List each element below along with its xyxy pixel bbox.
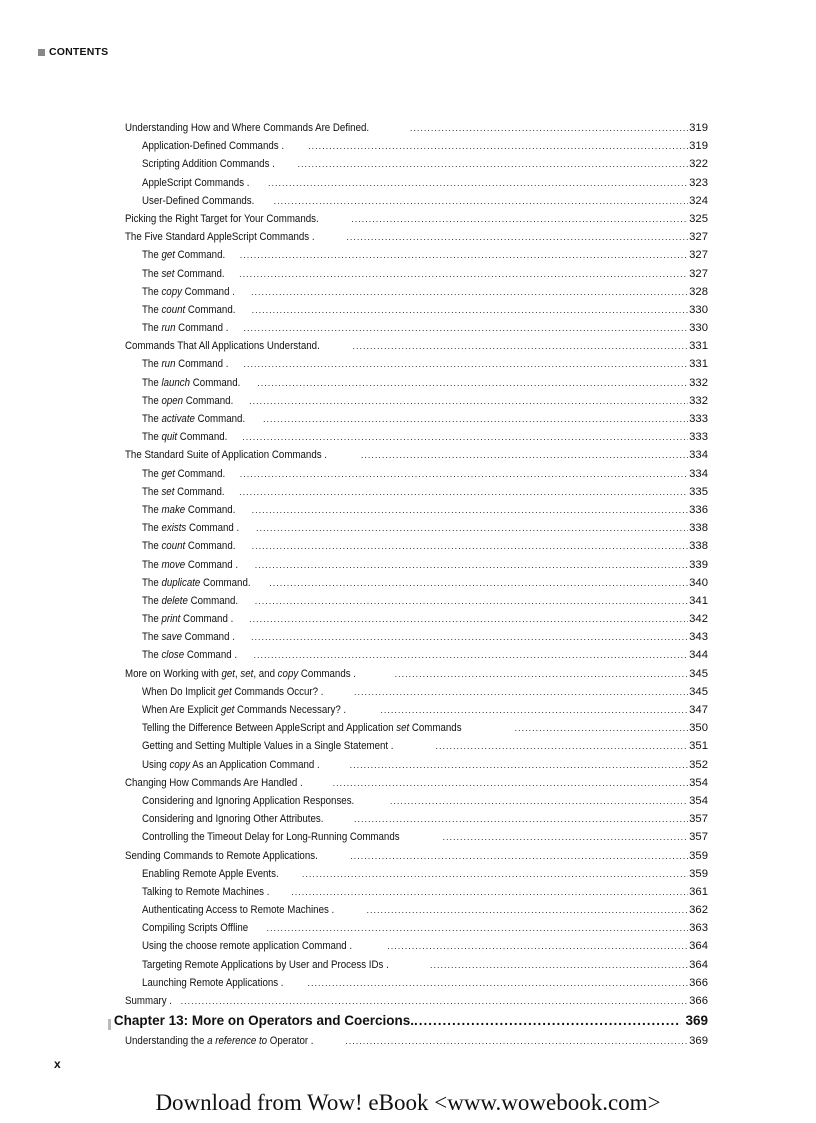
toc-entry-title: The copy Command . [142, 285, 235, 298]
toc-entry[interactable] [125, 977, 708, 995]
toc-entry-page: 333 [689, 413, 708, 425]
toc-entry[interactable] [125, 213, 708, 231]
leader-dots [266, 922, 688, 934]
header-label: CONTENTS [49, 46, 109, 58]
toc-entry-title: The open Command. [142, 394, 234, 407]
toc-entry-page: 338 [689, 522, 708, 535]
toc-entry[interactable] [125, 831, 708, 849]
leader-dots [255, 595, 688, 607]
toc-entry[interactable] [125, 777, 708, 795]
leader-dots [387, 940, 688, 952]
toc-entry-title: Changing How Commands Are Handled . [125, 776, 303, 789]
toc-entry-page: 359 [689, 849, 708, 862]
leader-dots [240, 468, 688, 480]
toc-entry[interactable] [125, 358, 708, 376]
toc-entry-page: 332 [689, 394, 708, 407]
toc-entry-page: 324 [689, 194, 708, 207]
toc-entry[interactable] [125, 268, 708, 286]
chapter-page: 369 [685, 1013, 708, 1029]
leader-dots [367, 904, 689, 916]
toc-entry[interactable] [125, 249, 708, 267]
leader-dots [274, 195, 689, 207]
toc-entry-title: The activate Command. [142, 413, 246, 425]
toc-entry-title: The move Command . [142, 558, 239, 571]
toc-entry-page: 364 [689, 940, 708, 953]
toc-entry-title: When Do Implicit get Commands Occur? . [142, 685, 324, 698]
toc-entry-page: 359 [689, 867, 708, 880]
toc-entry-page: 335 [689, 485, 708, 498]
page-number: x [54, 1057, 61, 1071]
leader-dots [361, 449, 688, 461]
toc-entry[interactable] [125, 540, 708, 558]
toc-entry-page: 334 [689, 449, 708, 462]
toc-entry[interactable] [125, 522, 708, 540]
toc-entry-title: Authenticating Access to Remote Machines . [142, 904, 335, 917]
toc-entry-title: Application-Defined Commands . [142, 140, 285, 153]
toc-entry-page: 347 [689, 704, 708, 716]
toc-entry-page: 361 [689, 885, 708, 898]
leader-dots [515, 722, 689, 734]
toc-entry-page: 332 [689, 376, 708, 389]
table-of-contents [113, 122, 708, 1053]
leader-dots [243, 358, 688, 370]
toc-entry[interactable] [125, 195, 708, 213]
toc-entry[interactable] [125, 613, 708, 631]
toc-entry-title: Scripting Addition Commands . [142, 158, 275, 171]
toc-entry-page: 323 [689, 176, 708, 189]
toc-entry-page: 325 [689, 212, 708, 225]
leader-dots [249, 395, 688, 407]
leader-dots [239, 268, 688, 280]
leader-dots [354, 813, 688, 825]
toc-entry-page: 369 [689, 1035, 708, 1048]
toc-entry-page: 328 [689, 285, 708, 298]
toc-entry[interactable] [125, 468, 708, 486]
toc-entry-title: Compiling Scripts Offline [142, 922, 249, 935]
toc-entry-title: Understanding the a reference to Operator . [125, 1035, 314, 1048]
toc-entry[interactable] [125, 649, 708, 667]
toc-entry-title: The get Command. [142, 249, 226, 262]
leader-dots [254, 649, 689, 661]
toc-entry-page: 364 [689, 958, 708, 971]
toc-entry-title: Considering and Ignoring Other Attributes. [142, 813, 324, 826]
toc-entry-title: The run Command . [142, 358, 229, 371]
toc-entry-page: 345 [689, 667, 708, 680]
leader-dots [345, 1035, 688, 1047]
toc-entry-title: Picking the Right Target for Your Commands. [125, 212, 319, 225]
toc-entry[interactable] [125, 995, 708, 1013]
leader-dots [243, 322, 688, 334]
toc-entry-page: 334 [689, 467, 708, 480]
leader-dots [395, 668, 689, 680]
toc-entry[interactable] [125, 577, 708, 595]
toc-entry[interactable] [125, 850, 708, 868]
toc-entry-title: Sending Commands to Remote Applications. [125, 849, 318, 862]
toc-entry-title: The make Command. [142, 503, 236, 516]
toc-entry-title: The set Command. [142, 267, 225, 280]
leader-dots [302, 868, 688, 880]
leader-dots [242, 431, 688, 443]
toc-entry-title: The exists Command . [142, 522, 240, 535]
toc-entry[interactable] [125, 759, 708, 777]
toc-entry[interactable] [125, 595, 708, 613]
toc-entry-page: 362 [689, 904, 708, 917]
chapter-heading[interactable] [108, 1013, 708, 1035]
leader-dots [263, 413, 688, 425]
toc-entry-title: The get Command. [142, 467, 226, 480]
toc-entry-page: 354 [689, 794, 708, 807]
leader-dots [410, 122, 688, 134]
toc-entry-title: The count Command. [142, 303, 236, 316]
leader-dots [257, 377, 688, 389]
toc-entry[interactable] [125, 504, 708, 522]
chapter-title: Chapter 13: More on Operators and Coercions. [113, 1013, 414, 1029]
leader-dots [380, 704, 688, 716]
toc-entry[interactable] [125, 868, 708, 886]
toc-entry-page: 357 [689, 831, 708, 844]
toc-entry-title: The launch Command. [142, 376, 241, 389]
leader-dots [240, 249, 688, 261]
toc-entry-title: Summary . [125, 995, 172, 1007]
toc-entry-page: 319 [689, 140, 708, 153]
leader-dots [333, 777, 689, 789]
toc-entry[interactable] [125, 304, 708, 322]
toc-entry[interactable] [125, 413, 708, 431]
toc-entry-title: The close Command . [142, 649, 238, 662]
toc-entry-page: 344 [689, 649, 708, 662]
toc-entry-page: 331 [689, 358, 708, 371]
toc-entry[interactable] [125, 795, 708, 813]
leader-dots [414, 1013, 682, 1028]
toc-entry-title: Talking to Remote Machines . [142, 885, 270, 898]
leader-dots [256, 522, 688, 534]
leader-dots [430, 959, 688, 971]
toc-entry[interactable] [125, 395, 708, 413]
toc-entry-page: 336 [689, 503, 708, 516]
toc-entry-page: 339 [689, 558, 708, 571]
toc-entry-title: The delete Command. [142, 594, 239, 607]
toc-entry-page: 366 [689, 976, 708, 989]
toc-entry-title: Using the choose remote application Command . [142, 940, 353, 953]
toc-entry-page: 363 [689, 922, 708, 935]
download-footer: Download from Wow! eBook <www.wowebook.com> [155, 1090, 661, 1115]
toc-entry[interactable] [125, 340, 708, 358]
leader-dots [252, 540, 689, 552]
toc-entry-page: 343 [689, 631, 708, 644]
leader-dots [354, 686, 688, 698]
toc-entry[interactable] [125, 886, 708, 904]
toc-entry-page: 327 [689, 267, 708, 280]
leader-dots [350, 850, 688, 862]
toc-entry-title: Considering and Ignoring Application Responses. [142, 794, 355, 807]
toc-entry-title: More on Working with get, set, and copy Commands . [125, 667, 356, 680]
leader-dots [435, 740, 688, 752]
toc-entry-title: Enabling Remote Apple Events. [142, 867, 279, 880]
toc-entry[interactable] [125, 722, 708, 740]
toc-entry-page: 366 [689, 995, 708, 1007]
toc-entry-page: 345 [689, 685, 708, 698]
toc-entry[interactable] [125, 740, 708, 758]
header-square-icon [38, 49, 45, 56]
toc-entry-page: 352 [689, 758, 708, 771]
toc-entry[interactable] [125, 1035, 708, 1053]
leader-dots [269, 577, 688, 589]
leader-dots [268, 177, 688, 189]
leader-dots [251, 631, 688, 643]
toc-entry[interactable] [125, 431, 708, 449]
toc-entry-title: Using copy As an Application Command . [142, 758, 320, 771]
toc-entry-title: The count Command. [142, 540, 236, 553]
leader-dots [308, 140, 688, 152]
toc-entry[interactable] [125, 668, 708, 686]
toc-entry-page: 331 [689, 340, 708, 353]
leader-dots [352, 340, 688, 352]
toc-entry[interactable] [125, 449, 708, 467]
toc-entry-title: When Are Explicit get Commands Necessary? . [142, 704, 347, 716]
toc-entry-page: 357 [689, 813, 708, 826]
toc-entry[interactable] [125, 486, 708, 504]
toc-entry[interactable] [125, 704, 708, 722]
toc-entry-title: The save Command . [142, 631, 235, 644]
leader-dots [239, 486, 688, 498]
toc-entry-title: The set Command. [142, 485, 225, 498]
toc-entry[interactable] [125, 940, 708, 958]
toc-entry-title: Understanding How and Where Commands Are Defined. [125, 122, 370, 134]
toc-entry[interactable] [125, 559, 708, 577]
toc-entry[interactable] [125, 177, 708, 195]
toc-entry-page: 319 [689, 122, 708, 134]
toc-entry-page: 351 [689, 740, 708, 753]
toc-entry-title: The duplicate Command. [142, 576, 251, 589]
toc-entry-title: Telling the Difference Between AppleScript and Application set Commands [142, 722, 462, 735]
leader-dots [351, 213, 688, 225]
toc-entry-title: Commands That All Applications Understand. [125, 340, 320, 353]
toc-entry-page: 330 [689, 303, 708, 316]
leader-dots [249, 613, 688, 625]
toc-entry-page: 327 [689, 249, 708, 262]
toc-entry-title: Targeting Remote Applications by User and Process IDs . [142, 958, 389, 971]
toc-entry[interactable] [125, 922, 708, 940]
toc-entry-title: The print Command . [142, 613, 234, 626]
leader-dots [390, 795, 688, 807]
leader-dots [350, 759, 689, 771]
toc-entry[interactable] [125, 686, 708, 704]
toc-entry-page: 342 [689, 613, 708, 626]
toc-entry-page: 338 [689, 540, 708, 553]
toc-entry-page: 350 [689, 722, 708, 735]
leader-dots [251, 286, 688, 298]
leader-dots [255, 559, 688, 571]
toc-entry[interactable] [125, 377, 708, 395]
toc-entry[interactable] [125, 122, 708, 140]
leader-dots [346, 231, 688, 243]
toc-entry-title: The Five Standard AppleScript Commands . [125, 231, 315, 244]
running-header [38, 46, 108, 58]
toc-entry[interactable] [125, 140, 708, 158]
toc-entry-title: The quit Command. [142, 431, 228, 444]
toc-entry-title: Controlling the Timeout Delay for Long-Running Commands [142, 831, 400, 844]
leader-dots [252, 504, 689, 516]
leader-dots [252, 304, 689, 316]
toc-entry-title: AppleScript Commands . [142, 176, 250, 189]
toc-entry-page: 330 [689, 322, 708, 335]
toc-entry-page: 340 [689, 576, 708, 589]
toc-entry-title: Getting and Setting Multiple Values in a Single Statement . [142, 740, 394, 753]
leader-dots [297, 158, 688, 170]
toc-entry-page: 354 [689, 776, 708, 789]
toc-entry-title: Launching Remote Applications . [142, 976, 284, 989]
leader-dots [308, 977, 689, 989]
chapter-square-icon [108, 1019, 111, 1030]
toc-entry[interactable] [125, 286, 708, 304]
toc-entry[interactable] [125, 959, 708, 977]
toc-entry-title: User-Defined Commands. [142, 194, 255, 207]
toc-entry-title: The run Command . [142, 322, 229, 335]
toc-entry-page: 322 [689, 158, 708, 171]
toc-entry-page: 341 [689, 594, 708, 607]
toc-entry-page: 333 [689, 431, 708, 444]
toc-entry[interactable] [125, 322, 708, 340]
toc-entry-title: The Standard Suite of Application Commands . [125, 449, 327, 462]
toc-entry[interactable] [125, 904, 708, 922]
leader-dots [291, 886, 688, 898]
toc-entry-page: 327 [689, 231, 708, 244]
toc-entry[interactable] [125, 231, 708, 249]
toc-entry[interactable] [125, 813, 708, 831]
toc-entry[interactable] [125, 158, 708, 176]
toc-entry[interactable] [125, 631, 708, 649]
leader-dots [443, 831, 689, 843]
leader-dots [181, 995, 689, 1007]
